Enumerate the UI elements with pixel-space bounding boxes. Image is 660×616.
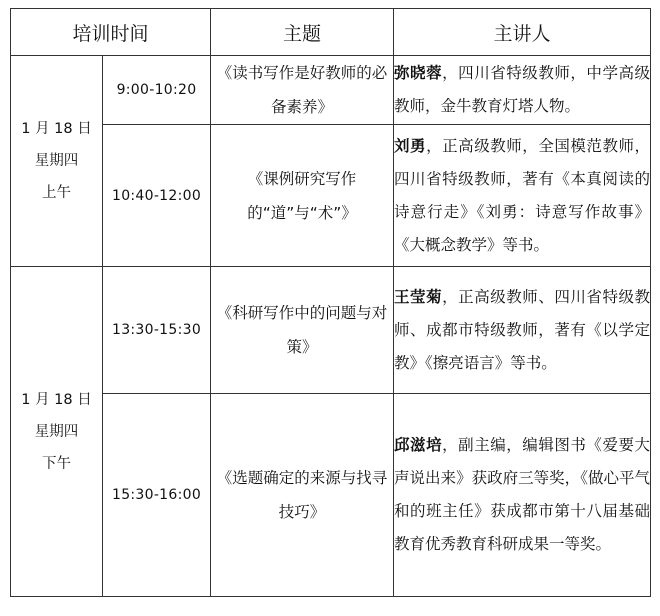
session-date: 1 月 18 日 xyxy=(21,121,92,137)
talk-speaker xyxy=(394,56,651,125)
talk-topic: 《选题确定的来源与找寻技巧》 xyxy=(211,394,394,597)
header-time: 培训时间 xyxy=(11,9,211,56)
date-cell-morning xyxy=(11,56,103,267)
talk-time: 13:30-15:30 xyxy=(103,267,211,394)
talk-topic: 《读书写作是好教师的必备素养》 xyxy=(211,56,394,125)
talk-time: 15:30-16:00 xyxy=(103,394,211,597)
speaker-bio: ，正高级教师、四川省特级教师、成都市特级教师，著有《以学定教》《擦亮语言》等书。 xyxy=(394,287,651,372)
speaker-name: 弥晓蓉 xyxy=(394,64,443,82)
session-date: 1 月 18 日 xyxy=(21,391,92,408)
speaker-bio: ，副主编，编辑图书《爱要大声说出来》获政府三等奖，《做心平气和的班主任》获成都市第十八届基础教育优秀教育科研成果一等奖。 xyxy=(394,436,651,553)
table-row xyxy=(11,267,651,394)
talk-speaker xyxy=(394,394,651,597)
talk-topic: 《课例研究写作的“道”与“术”》 xyxy=(211,125,394,267)
training-schedule-table xyxy=(10,8,651,597)
header-topic: 主题 xyxy=(211,9,394,56)
session-weekday: 星期四 xyxy=(34,153,79,169)
talk-speaker xyxy=(394,125,651,267)
speaker-bio: ，四川省特级教师，中学高级教师，金牛教育灯塔人物。 xyxy=(394,64,651,115)
session-weekday: 星期四 xyxy=(34,423,79,440)
speaker-name: 邱滋培 xyxy=(394,436,443,454)
talk-speaker xyxy=(394,267,651,394)
speaker-name: 刘勇 xyxy=(394,136,427,155)
header-row xyxy=(11,9,651,56)
session-period: 上午 xyxy=(42,185,71,201)
table-row xyxy=(11,125,651,267)
header-speaker: 主讲人 xyxy=(394,9,651,56)
talk-time: 9:00-10:20 xyxy=(103,56,211,125)
table-row xyxy=(11,394,651,597)
speaker-bio: ，正高级教师，全国模范教师，四川省特级教师，著有《本真阅读的诗意行走》《刘勇：诗意写作故事》《大概念教学》等书。 xyxy=(394,136,651,254)
talk-time: 10:40-12:00 xyxy=(103,125,211,267)
session-period: 下午 xyxy=(42,455,71,472)
talk-topic: 《科研写作中的问题与对策》 xyxy=(211,267,394,394)
speaker-name: 王莹菊 xyxy=(394,287,443,306)
date-cell-afternoon xyxy=(11,267,103,597)
table-row xyxy=(11,56,651,125)
